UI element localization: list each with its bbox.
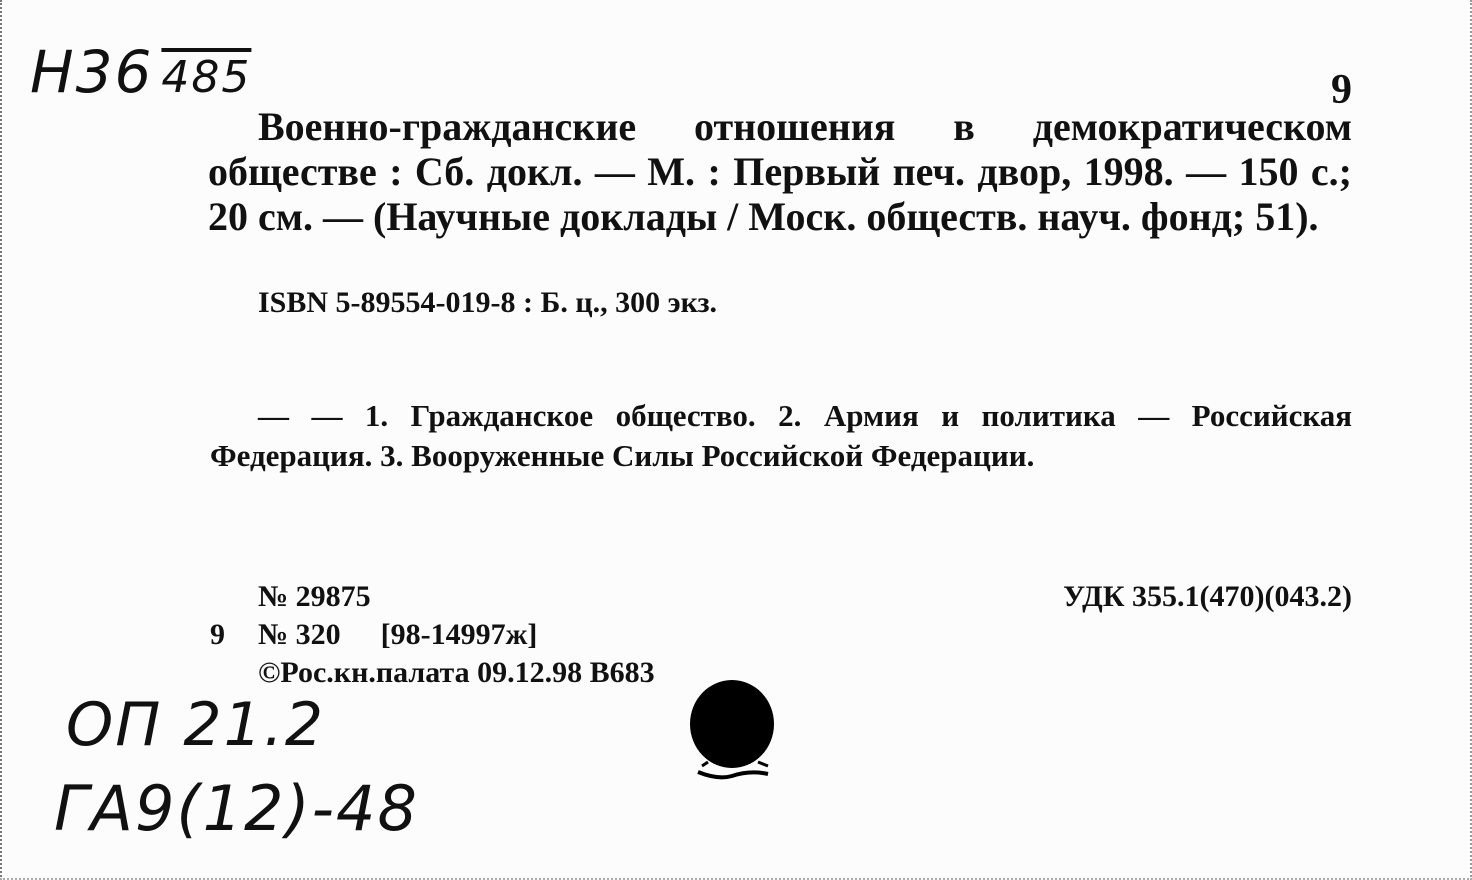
registration-number: № 29875 (258, 580, 371, 613)
book-chamber-line: ©Рос.кн.палата 09.12.98 В683 (258, 656, 655, 689)
card-bottom-edge (0, 872, 1472, 880)
shelf-code-text: Н36 (30, 38, 154, 106)
card-series-number: № 320 (258, 618, 341, 651)
card-left-edge (0, 0, 8, 880)
subject-headings (210, 396, 1352, 476)
card-number: 9 (1331, 67, 1352, 113)
card-count: 9 (210, 618, 225, 651)
isbn-line: ISBN 5-89554-019-8 : Б. ц., 300 экз. (258, 286, 718, 319)
card-series-line (210, 618, 537, 652)
card-right-edge (1466, 0, 1472, 880)
book-chamber-number: [98-14997ж] (380, 618, 538, 651)
bibliographic-description (208, 104, 1352, 239)
description-text: Военно-гражданские отношения в демократическом обществе : Сб. докл. — М. : Первый печ. двор, 1998. — 150 с.; 20 см. — (Научные доклады / Моск. обществ. науч. фонд; 51). (208, 104, 1352, 239)
handwritten-classification: ОП 21.2 (66, 690, 326, 760)
handwritten-gasnti-code: ГА9(12)-48 (54, 772, 419, 845)
subjects-text: — — 1. Гражданское общество. 2. Армия и политика — Российская Федерация. 3. Вооруженные Силы Российской Федерации. (210, 398, 1352, 473)
handwritten-shelf-code (30, 38, 251, 106)
shelf-number-text: 485 (161, 52, 252, 103)
udk-code: УДК 355.1(470)(043.2) (1063, 580, 1352, 613)
punch-hole-icon (688, 680, 776, 780)
